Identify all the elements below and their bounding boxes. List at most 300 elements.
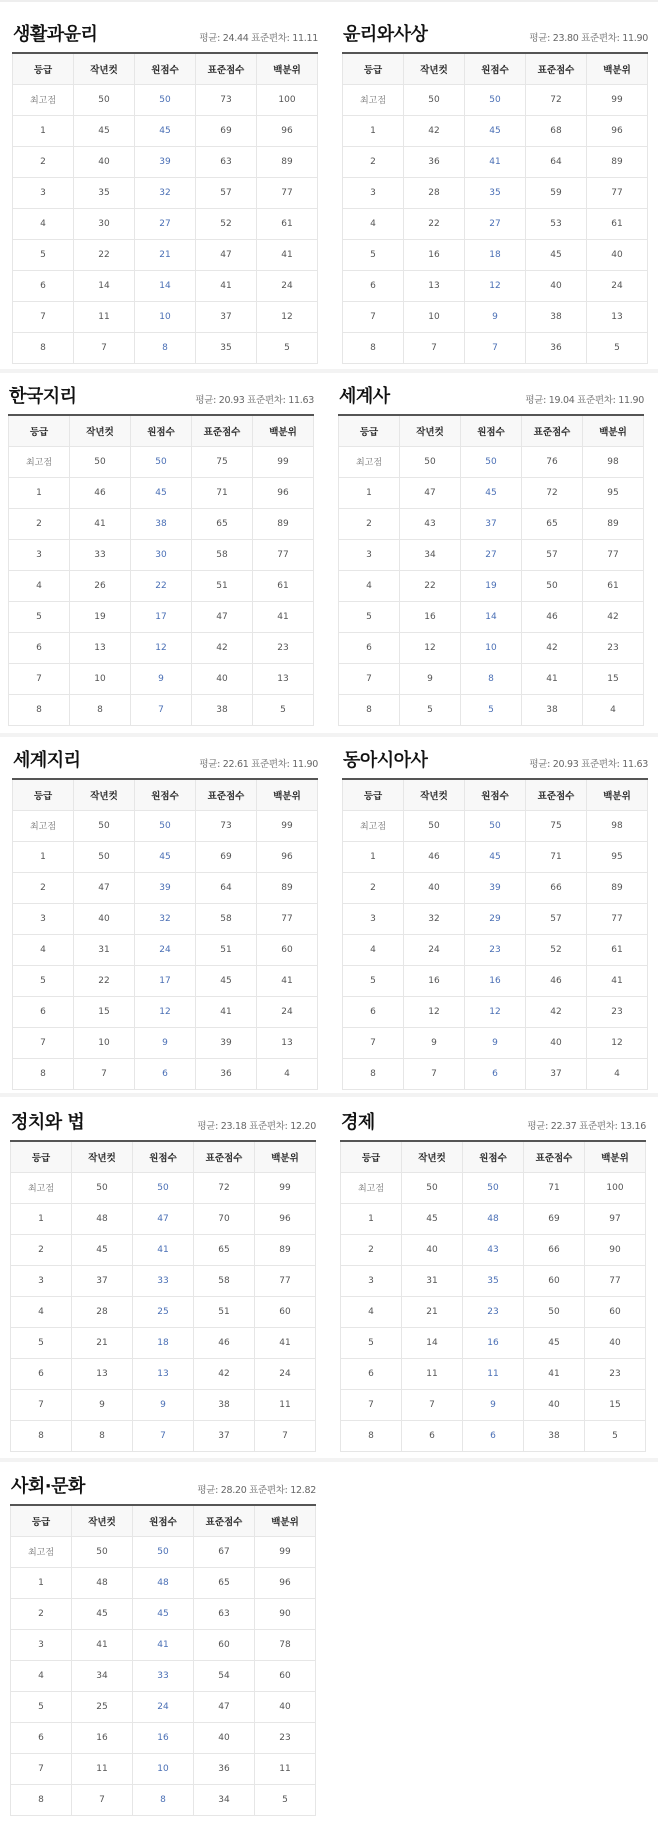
column-header-percentile: 백분위 [585, 1141, 646, 1172]
table-row [11, 1629, 316, 1660]
standard-score-cell: 42 [522, 632, 583, 663]
column-header-grade: 등급 [11, 1141, 72, 1172]
raw-score-cell: 17 [131, 601, 192, 632]
standard-score-cell: 38 [524, 1420, 585, 1451]
percentile-cell: 100 [585, 1172, 646, 1203]
last-year-cut-cell: 13 [72, 1358, 133, 1389]
percentile-cell: 60 [255, 1296, 316, 1327]
raw-score-cell: 29 [465, 903, 526, 934]
standard-score-cell: 72 [194, 1172, 255, 1203]
column-header-grade: 등급 [343, 779, 404, 810]
grade-cell: 2 [11, 1598, 72, 1629]
grade-cell: 5 [13, 239, 74, 270]
table-row [9, 539, 314, 570]
percentile-cell: 77 [253, 539, 314, 570]
raw-score-cell: 21 [135, 239, 196, 270]
column-header-raw-score: 원점수 [135, 779, 196, 810]
raw-score-cell: 18 [465, 239, 526, 270]
standard-score-cell: 51 [196, 934, 257, 965]
grade-cell: 3 [9, 539, 70, 570]
column-header-last-year-cut: 작년컷 [404, 53, 465, 84]
section-divider [0, 1093, 658, 1097]
grade-cell: 6 [343, 996, 404, 1027]
raw-score-cell: 27 [465, 208, 526, 239]
subject-panel-7 [10, 1104, 316, 1452]
last-year-cut-cell: 45 [402, 1203, 463, 1234]
raw-score-cell: 6 [135, 1058, 196, 1089]
grade-cell: 3 [13, 177, 74, 208]
percentile-cell: 77 [257, 177, 318, 208]
raw-score-cell: 50 [131, 446, 192, 477]
standard-score-cell: 38 [522, 694, 583, 725]
table-header-row [343, 53, 648, 84]
raw-score-cell: 10 [461, 632, 522, 663]
percentile-cell: 77 [257, 903, 318, 934]
grade-cell: 7 [341, 1389, 402, 1420]
percentile-cell: 5 [253, 694, 314, 725]
grade-cell: 5 [339, 601, 400, 632]
last-year-cut-cell: 43 [400, 508, 461, 539]
percentile-cell: 77 [585, 1265, 646, 1296]
last-year-cut-cell: 34 [72, 1660, 133, 1691]
last-year-cut-cell: 7 [72, 1784, 133, 1815]
last-year-cut-cell: 35 [74, 177, 135, 208]
grade-cell: 최고점 [341, 1172, 402, 1203]
raw-score-cell: 41 [133, 1234, 194, 1265]
last-year-cut-cell: 7 [74, 1058, 135, 1089]
last-year-cut-cell: 14 [74, 270, 135, 301]
percentile-cell: 89 [257, 146, 318, 177]
percentile-cell: 97 [585, 1203, 646, 1234]
table-row [9, 663, 314, 694]
table-header-row [341, 1141, 646, 1172]
column-header-raw-score: 원점수 [133, 1505, 194, 1536]
table-row [11, 1691, 316, 1722]
standard-score-cell: 51 [192, 570, 253, 601]
standard-score-cell: 53 [526, 208, 587, 239]
grade-cut-table [10, 1504, 316, 1816]
raw-score-cell: 43 [463, 1234, 524, 1265]
grade-cell: 최고점 [11, 1172, 72, 1203]
standard-score-cell: 40 [192, 663, 253, 694]
grade-cut-table [338, 414, 644, 726]
table-row [341, 1234, 646, 1265]
table-row [343, 301, 648, 332]
table-row [9, 570, 314, 601]
last-year-cut-cell: 30 [74, 208, 135, 239]
table-row [339, 477, 644, 508]
grade-cell: 7 [9, 663, 70, 694]
percentile-cell: 40 [587, 239, 648, 270]
percentile-cell: 11 [255, 1389, 316, 1420]
raw-score-cell: 23 [465, 934, 526, 965]
percentile-cell: 61 [253, 570, 314, 601]
grade-cell: 8 [9, 694, 70, 725]
grade-cell: 2 [13, 146, 74, 177]
raw-score-cell: 48 [133, 1567, 194, 1598]
table-row [343, 872, 648, 903]
standard-score-cell: 66 [526, 872, 587, 903]
percentile-cell: 24 [255, 1358, 316, 1389]
panel-header [12, 742, 318, 772]
raw-score-cell: 24 [133, 1691, 194, 1722]
percentile-cell: 60 [255, 1660, 316, 1691]
table-row [11, 1265, 316, 1296]
table-row [343, 934, 648, 965]
table-row [13, 239, 318, 270]
column-header-raw-score: 원점수 [131, 415, 192, 446]
table-row [11, 1389, 316, 1420]
table-row [11, 1753, 316, 1784]
last-year-cut-cell: 22 [404, 208, 465, 239]
raw-score-cell: 50 [135, 84, 196, 115]
last-year-cut-cell: 7 [404, 332, 465, 363]
raw-score-cell: 9 [133, 1389, 194, 1420]
table-row [341, 1420, 646, 1451]
raw-score-cell: 47 [133, 1203, 194, 1234]
percentile-cell: 23 [585, 1358, 646, 1389]
last-year-cut-cell: 24 [404, 934, 465, 965]
table-row [11, 1567, 316, 1598]
grade-cell: 2 [339, 508, 400, 539]
column-header-last-year-cut: 작년컷 [400, 415, 461, 446]
column-header-raw-score: 원점수 [465, 779, 526, 810]
raw-score-cell: 19 [461, 570, 522, 601]
percentile-cell: 96 [587, 115, 648, 146]
percentile-cell: 61 [257, 208, 318, 239]
subject-title: 동아시아사 [343, 750, 428, 771]
panel-header [12, 16, 318, 46]
last-year-cut-cell: 50 [74, 810, 135, 841]
grade-cell: 1 [9, 477, 70, 508]
column-header-raw-score: 원점수 [133, 1141, 194, 1172]
raw-score-cell: 50 [465, 810, 526, 841]
table-header-row [11, 1505, 316, 1536]
table-row [13, 301, 318, 332]
table-header-row [13, 53, 318, 84]
percentile-cell: 41 [257, 965, 318, 996]
section-divider [0, 369, 658, 373]
raw-score-cell: 45 [465, 841, 526, 872]
grade-cell: 최고점 [339, 446, 400, 477]
table-header-row [13, 779, 318, 810]
percentile-cell: 4 [583, 694, 644, 725]
grade-cut-table [8, 414, 314, 726]
table-header-row [339, 415, 644, 446]
grade-cell: 1 [11, 1567, 72, 1598]
table-row [11, 1660, 316, 1691]
last-year-cut-cell: 34 [400, 539, 461, 570]
column-header-last-year-cut: 작년컷 [72, 1141, 133, 1172]
grade-cell: 2 [9, 508, 70, 539]
standard-score-cell: 75 [526, 810, 587, 841]
column-header-standard-score: 표준점수 [194, 1505, 255, 1536]
grade-cell: 8 [13, 332, 74, 363]
standard-score-cell: 58 [196, 903, 257, 934]
column-header-percentile: 백분위 [255, 1141, 316, 1172]
last-year-cut-cell: 22 [74, 965, 135, 996]
top-border [0, 0, 658, 2]
percentile-cell: 96 [255, 1567, 316, 1598]
percentile-cell: 15 [583, 663, 644, 694]
standard-score-cell: 71 [526, 841, 587, 872]
percentile-cell: 77 [255, 1265, 316, 1296]
grade-cell: 최고점 [13, 84, 74, 115]
raw-score-cell: 35 [463, 1265, 524, 1296]
standard-score-cell: 47 [196, 239, 257, 270]
grade-cell: 최고점 [11, 1536, 72, 1567]
subject-panel-6 [342, 742, 648, 1090]
last-year-cut-cell: 7 [74, 332, 135, 363]
grade-cell: 6 [9, 632, 70, 663]
grade-cell: 3 [11, 1265, 72, 1296]
grade-cell: 6 [343, 270, 404, 301]
percentile-cell: 98 [583, 446, 644, 477]
grade-cell: 3 [341, 1265, 402, 1296]
last-year-cut-cell: 11 [402, 1358, 463, 1389]
table-row [13, 177, 318, 208]
table-row [343, 965, 648, 996]
last-year-cut-cell: 8 [70, 694, 131, 725]
percentile-cell: 23 [255, 1722, 316, 1753]
column-header-percentile: 백분위 [253, 415, 314, 446]
raw-score-cell: 50 [133, 1172, 194, 1203]
percentile-cell: 77 [587, 177, 648, 208]
subject-panel-9 [10, 1468, 316, 1816]
percentile-cell: 4 [587, 1058, 648, 1089]
column-header-standard-score: 표준점수 [526, 53, 587, 84]
standard-score-cell: 42 [192, 632, 253, 663]
last-year-cut-cell: 12 [404, 996, 465, 1027]
grade-cell: 5 [11, 1327, 72, 1358]
last-year-cut-cell: 9 [72, 1389, 133, 1420]
percentile-cell: 24 [257, 996, 318, 1027]
raw-score-cell: 5 [461, 694, 522, 725]
percentile-cell: 96 [257, 115, 318, 146]
raw-score-cell: 37 [461, 508, 522, 539]
last-year-cut-cell: 46 [404, 841, 465, 872]
section-divider [0, 733, 658, 737]
column-header-raw-score: 원점수 [461, 415, 522, 446]
raw-score-cell: 9 [135, 1027, 196, 1058]
raw-score-cell: 9 [131, 663, 192, 694]
raw-score-cell: 8 [133, 1784, 194, 1815]
percentile-cell: 13 [257, 1027, 318, 1058]
raw-score-cell: 9 [463, 1389, 524, 1420]
table-row [11, 1536, 316, 1567]
subject-stats: 평균: 20.93 표준편차: 11.63 [195, 395, 314, 406]
table-row [13, 872, 318, 903]
grade-cell: 4 [11, 1660, 72, 1691]
table-row [343, 146, 648, 177]
standard-score-cell: 64 [196, 872, 257, 903]
table-row [341, 1296, 646, 1327]
last-year-cut-cell: 50 [74, 841, 135, 872]
percentile-cell: 99 [255, 1172, 316, 1203]
last-year-cut-cell: 50 [74, 84, 135, 115]
raw-score-cell: 45 [465, 115, 526, 146]
last-year-cut-cell: 11 [74, 301, 135, 332]
grade-cell: 최고점 [343, 84, 404, 115]
last-year-cut-cell: 40 [402, 1234, 463, 1265]
raw-score-cell: 50 [463, 1172, 524, 1203]
subject-stats: 평균: 23.18 표준편차: 12.20 [197, 1121, 316, 1132]
grade-cell: 4 [11, 1296, 72, 1327]
grade-cell: 5 [343, 239, 404, 270]
last-year-cut-cell: 31 [74, 934, 135, 965]
grade-cell: 1 [11, 1203, 72, 1234]
subject-title: 세계사 [339, 386, 390, 407]
grade-cell: 3 [343, 177, 404, 208]
panel-header [340, 1104, 646, 1134]
grade-cell: 1 [343, 841, 404, 872]
grade-cell: 3 [13, 903, 74, 934]
last-year-cut-cell: 33 [70, 539, 131, 570]
subject-stats: 평균: 24.44 표준편차: 11.11 [199, 33, 318, 44]
grade-cell: 5 [9, 601, 70, 632]
table-row [343, 1027, 648, 1058]
table-row [339, 601, 644, 632]
grade-cell: 4 [343, 208, 404, 239]
raw-score-cell: 32 [135, 177, 196, 208]
percentile-cell: 40 [585, 1327, 646, 1358]
raw-score-cell: 25 [133, 1296, 194, 1327]
standard-score-cell: 46 [526, 965, 587, 996]
last-year-cut-cell: 16 [404, 239, 465, 270]
raw-score-cell: 8 [135, 332, 196, 363]
grade-cell: 1 [339, 477, 400, 508]
raw-score-cell: 38 [131, 508, 192, 539]
last-year-cut-cell: 40 [404, 872, 465, 903]
table-row [343, 810, 648, 841]
column-header-standard-score: 표준점수 [524, 1141, 585, 1172]
table-header-row [343, 779, 648, 810]
last-year-cut-cell: 41 [70, 508, 131, 539]
percentile-cell: 90 [255, 1598, 316, 1629]
standard-score-cell: 38 [194, 1389, 255, 1420]
table-row [11, 1420, 316, 1451]
grade-cell: 5 [11, 1691, 72, 1722]
percentile-cell: 5 [257, 332, 318, 363]
standard-score-cell: 57 [196, 177, 257, 208]
standard-score-cell: 35 [196, 332, 257, 363]
percentile-cell: 13 [587, 301, 648, 332]
raw-score-cell: 35 [465, 177, 526, 208]
percentile-cell: 60 [257, 934, 318, 965]
last-year-cut-cell: 16 [400, 601, 461, 632]
last-year-cut-cell: 41 [72, 1629, 133, 1660]
standard-score-cell: 52 [196, 208, 257, 239]
grade-cell: 7 [343, 301, 404, 332]
column-header-last-year-cut: 작년컷 [74, 53, 135, 84]
last-year-cut-cell: 50 [404, 84, 465, 115]
standard-score-cell: 47 [192, 601, 253, 632]
grade-cell: 2 [11, 1234, 72, 1265]
table-header-row [11, 1141, 316, 1172]
standard-score-cell: 69 [524, 1203, 585, 1234]
table-row [339, 508, 644, 539]
column-header-last-year-cut: 작년컷 [70, 415, 131, 446]
raw-score-cell: 7 [465, 332, 526, 363]
column-header-percentile: 백분위 [255, 1505, 316, 1536]
table-row [9, 632, 314, 663]
raw-score-cell: 16 [463, 1327, 524, 1358]
standard-score-cell: 40 [526, 1027, 587, 1058]
last-year-cut-cell: 42 [404, 115, 465, 146]
grade-cut-table [340, 1140, 646, 1452]
table-row [339, 663, 644, 694]
raw-score-cell: 24 [135, 934, 196, 965]
table-row [11, 1296, 316, 1327]
percentile-cell: 61 [583, 570, 644, 601]
grade-cell: 2 [343, 146, 404, 177]
table-row [13, 1058, 318, 1089]
table-row [339, 570, 644, 601]
grade-cell: 1 [343, 115, 404, 146]
raw-score-cell: 33 [133, 1265, 194, 1296]
table-row [9, 446, 314, 477]
last-year-cut-cell: 15 [74, 996, 135, 1027]
grade-cell: 5 [343, 965, 404, 996]
last-year-cut-cell: 45 [72, 1598, 133, 1629]
standard-score-cell: 65 [194, 1567, 255, 1598]
standard-score-cell: 37 [196, 301, 257, 332]
grade-cell: 5 [13, 965, 74, 996]
grade-cell: 8 [343, 332, 404, 363]
raw-score-cell: 22 [131, 570, 192, 601]
table-row [13, 115, 318, 146]
subject-title: 경제 [341, 1112, 375, 1133]
grade-cell: 6 [339, 632, 400, 663]
table-row [11, 1172, 316, 1203]
subject-panel-8 [340, 1104, 646, 1452]
table-row [343, 239, 648, 270]
column-header-last-year-cut: 작년컷 [72, 1505, 133, 1536]
percentile-cell: 90 [585, 1234, 646, 1265]
standard-score-cell: 36 [526, 332, 587, 363]
standard-score-cell: 71 [192, 477, 253, 508]
last-year-cut-cell: 26 [70, 570, 131, 601]
grade-cell: 6 [341, 1358, 402, 1389]
standard-score-cell: 57 [526, 903, 587, 934]
percentile-cell: 78 [255, 1629, 316, 1660]
standard-score-cell: 72 [522, 477, 583, 508]
standard-score-cell: 46 [194, 1327, 255, 1358]
table-row [11, 1203, 316, 1234]
column-header-last-year-cut: 작년컷 [74, 779, 135, 810]
raw-score-cell: 23 [463, 1296, 524, 1327]
standard-score-cell: 69 [196, 841, 257, 872]
percentile-cell: 89 [253, 508, 314, 539]
last-year-cut-cell: 50 [72, 1536, 133, 1567]
grade-cell: 8 [11, 1420, 72, 1451]
subject-panel-1 [12, 16, 318, 364]
table-row [13, 903, 318, 934]
standard-score-cell: 36 [194, 1753, 255, 1784]
percentile-cell: 23 [587, 996, 648, 1027]
percentile-cell: 5 [585, 1420, 646, 1451]
last-year-cut-cell: 13 [70, 632, 131, 663]
panel-header [8, 378, 314, 408]
raw-score-cell: 45 [135, 115, 196, 146]
column-header-raw-score: 원점수 [463, 1141, 524, 1172]
table-row [339, 446, 644, 477]
percentile-cell: 12 [587, 1027, 648, 1058]
last-year-cut-cell: 14 [402, 1327, 463, 1358]
last-year-cut-cell: 47 [74, 872, 135, 903]
standard-score-cell: 41 [196, 270, 257, 301]
grade-cell: 1 [13, 115, 74, 146]
